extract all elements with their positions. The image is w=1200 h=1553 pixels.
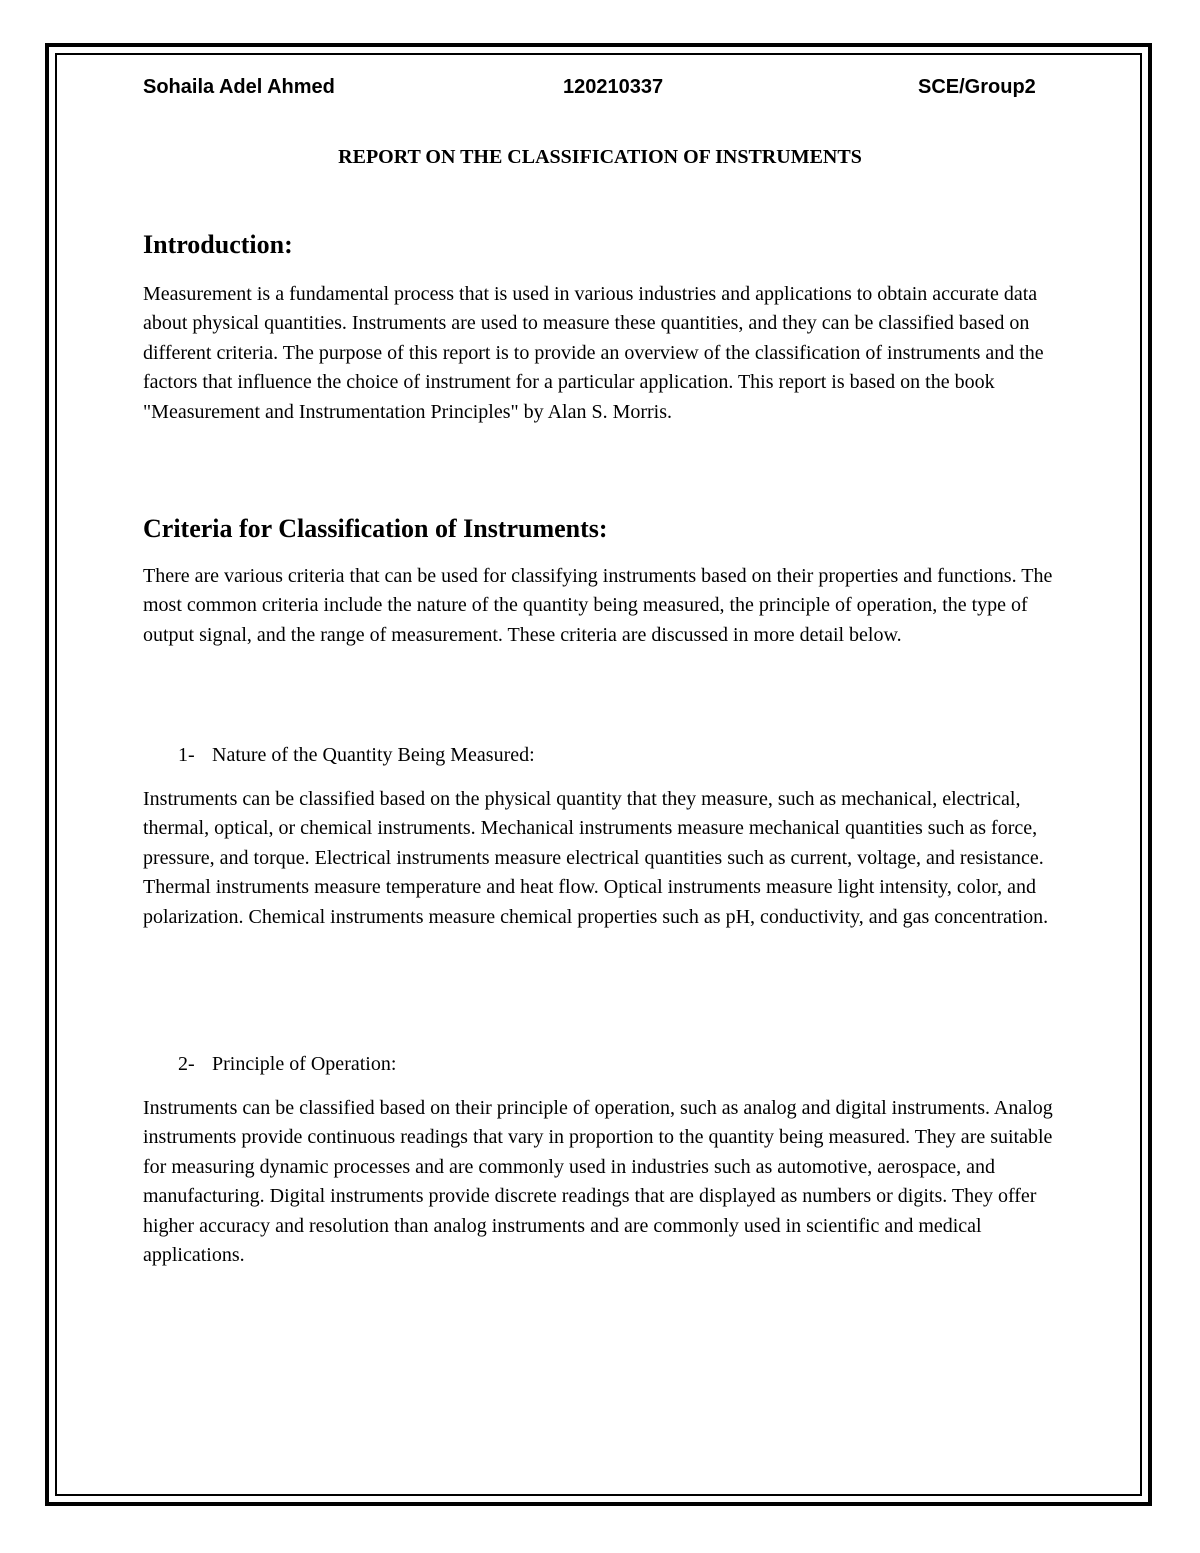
section-2-paragraph: Instruments can be classified based on their principle of operation, such as analog and digital instruments. Analog instruments provide continuous readings that vary in proportion to the quantity being measured. They are suitable for measuring dynamic processes and are commonly used in industries such as automotive, aerospace, and manufacturing. Digital instruments provide discrete readings that are displayed as numbers or digits. They offer higher accuracy and resolution than analog instruments and are commonly used in scientific and medical applications. <box>143 1097 1053 1267</box>
section-1-number: 1- <box>178 744 195 766</box>
section-1-label: Nature of the Quantity Being Measured: <box>212 744 535 766</box>
group-label: SCE/Group2 <box>918 76 1036 98</box>
criteria-heading: Criteria for Classification of Instruments: <box>143 514 608 543</box>
document-header <box>0 72 1200 102</box>
section-1-paragraph: Instruments can be classified based on the physical quantity that they measure, such as mechanical, electrical, thermal, optical, or chemical instruments. Mechanical instruments measure mechanical quantities such as force, pressure, and torque. Electrical instruments measure electrical quantities such as current, voltage, and resistance. Thermal instruments measure temperature and heat flow. Optical instruments measure light intensity, color, and polarization. Chemical instruments measure chemical properties such as pH, conductivity, and gas concentration. <box>143 788 1049 928</box>
section-2-number: 2- <box>178 1053 195 1075</box>
author-name: Sohaila Adel Ahmed <box>143 76 335 98</box>
section-2-label: Principle of Operation: <box>212 1053 397 1075</box>
introduction-heading: Introduction: <box>143 230 293 259</box>
criteria-paragraph: There are various criteria that can be used for classifying instruments based on their properties and functions. The most common criteria include the nature of the quantity being measured, the principle of operation, the type of output signal, and the range of measurement. These criteria are discussed in more detail below. <box>143 565 1053 646</box>
section-1-title <box>178 741 535 769</box>
page-border-inner <box>55 53 1142 1496</box>
introduction-paragraph: Measurement is a fundamental process that is used in various industries and applications to obtain accurate data about physical quantities. Instruments are used to measure these quantities, and they can be classified based on different criteria. The purpose of this report is to provide an overview of the classification of instruments and the factors that influence the choice of instrument for a particular application. This report is based on the book "Measurement and Instrumentation Principles" by Alan S. Morris. <box>143 283 1044 423</box>
student-id: 120210337 <box>563 76 664 98</box>
section-2-title <box>178 1050 396 1078</box>
report-title: REPORT ON THE CLASSIFICATION OF INSTRUMENTS <box>338 146 862 168</box>
